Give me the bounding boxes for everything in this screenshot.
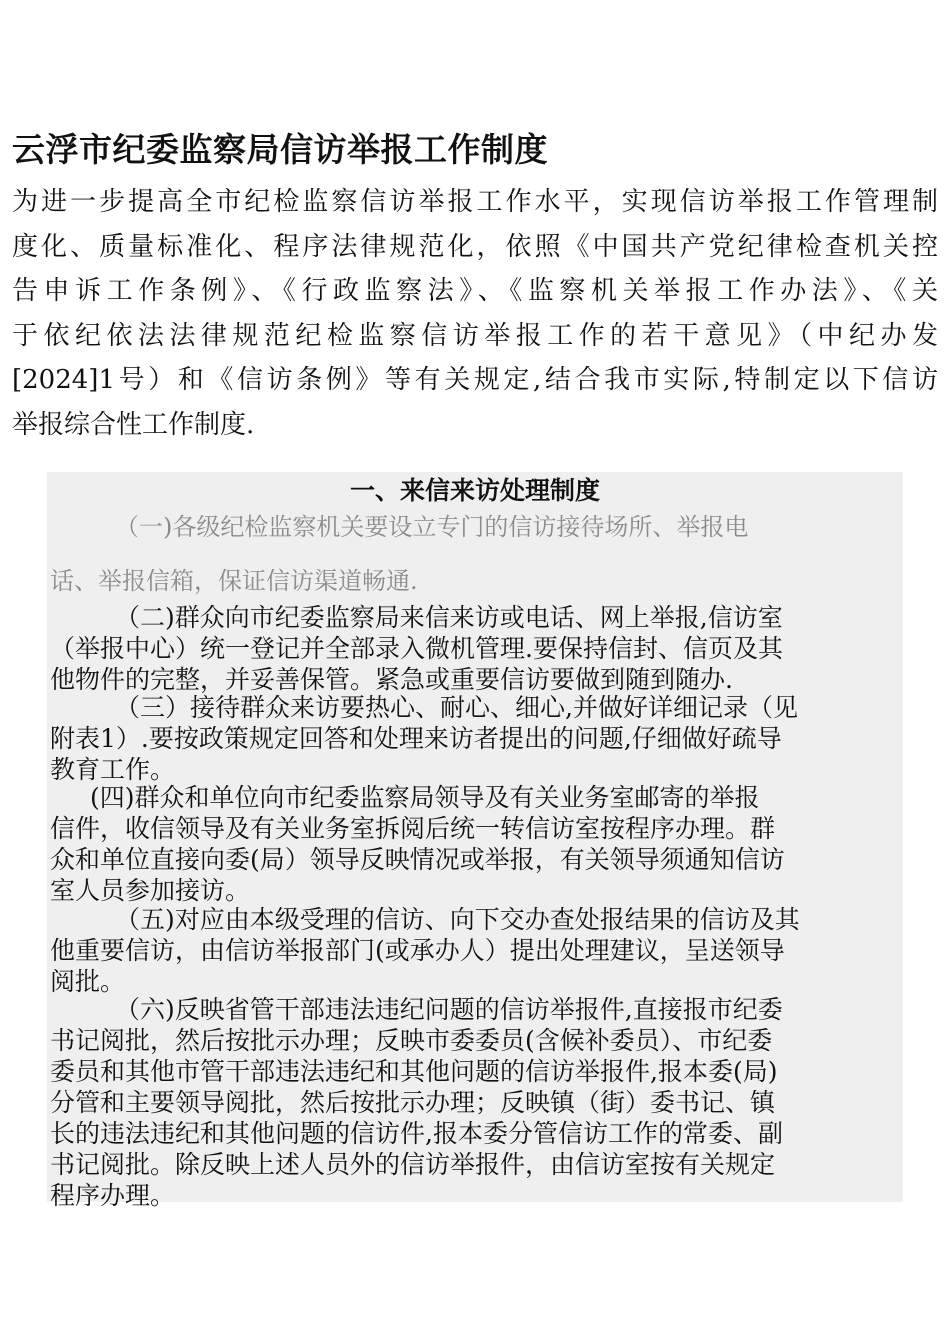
intro-line: 举报综合性工作制度. <box>12 409 255 440</box>
intro-line: 度化、质量标准化、程序法律规范化，依照《中国共产党纪律检查机关控 <box>12 231 938 262</box>
intro-paragraph <box>12 180 938 447</box>
section-1-paragraph-3 <box>50 692 898 785</box>
paragraph-line: 众和单位直接向委(局）领导反映情况或举报，有关领导须通知信访 <box>50 845 785 874</box>
paragraph-line: （五)对应由本级受理的信访、向下交办查处报结果的信访及其 <box>115 905 800 934</box>
intro-line: 告申诉工作条例》、《行政监察法》、《监察机关举报工作办法》、《关 <box>12 276 938 306</box>
paragraph-line: 长的违法违纪和其他问题的信访件,报本委分管信访工作的常委、副 <box>50 1119 783 1148</box>
paragraph-line: 书记阅批。除反映上述人员外的信访举报件，由信访室按有关规定 <box>50 1150 776 1179</box>
paragraph-line: 委员和其他市管干部违法违纪和其他问题的信访举报件,报本委(局) <box>50 1057 778 1086</box>
paragraph-line: （二)群众向市纪委监察局来信来访或电话、网上举报,信访室 <box>115 603 783 632</box>
paragraph-line: 室人员参加接访。 <box>50 876 251 905</box>
section-1-paragraph-5 <box>50 904 898 997</box>
paragraph-line: （一)各级纪检监察机关要设立专门的信访接待场所、举报电 <box>115 513 749 541</box>
intro-line: 于依纪依法法律规范纪检监察信访举报工作的若干意见》（中纪办发 <box>12 320 938 351</box>
document-title: 云浮市纪委监察局信访举报工作制度 <box>12 130 548 169</box>
section-1-paragraph-4 <box>50 782 898 906</box>
paragraph-line: 信件，收信领导及有关业务室拆阅后统一转信访室按程序办理。群 <box>50 814 776 843</box>
section-1-block <box>47 472 903 1210</box>
paragraph-line: 他重要信访，由信访举报部门(或承办人）提出处理建议，呈送领导 <box>50 936 785 965</box>
paragraph-line: （三）接待群众来访要热心、耐心、细心,并做好详细记录（见 <box>115 693 798 722</box>
paragraph-line: 教育工作。 <box>50 755 176 784</box>
paragraph-line: 程序办理。 <box>50 1181 176 1210</box>
paragraph-line: (四)群众和单位向市纪委监察局领导及有关业务室邮寄的举报 <box>90 783 760 812</box>
paragraph-line: 分管和主要领导阅批，然后按批示办理；反映镇（街）委书记、镇 <box>50 1088 776 1117</box>
section-1-paragraph-1 <box>50 512 898 596</box>
section-1-paragraph-6 <box>50 994 898 1211</box>
paragraph-line: （举报中心）统一登记并全部录入微机管理.要保持信封、信页及其 <box>50 634 783 663</box>
paragraph-line: （六)反映省管干部违法违纪问题的信访举报件,直接报市纪委 <box>115 995 783 1024</box>
paragraph-line: 他物件的完整，并妥善保管。紧急或重要信访要做到随到随办. <box>50 665 733 694</box>
paragraph-line: 阅批。 <box>50 967 126 996</box>
paragraph-line: 附表1）.要按政策规定回答和处理来访者提出的问题,仔细做好疏导 <box>50 724 782 753</box>
paragraph-line: 话、举报信箱，保证信访渠道畅通. <box>50 567 418 595</box>
section-1-paragraph-2 <box>50 602 898 695</box>
intro-line: 为进一步提高全市纪检监察信访举报工作水平，实现信访举报工作管理制 <box>12 187 938 217</box>
intro-line: [2024]1号）和《信访条例》等有关规定,结合我市实际,特制定以下信访 <box>12 365 938 395</box>
section-1-heading: 一、来信来访处理制度 <box>349 476 600 505</box>
paragraph-line: 书记阅批，然后按批示办理；反映市委委员(含候补委员）、市纪委 <box>50 1026 773 1055</box>
